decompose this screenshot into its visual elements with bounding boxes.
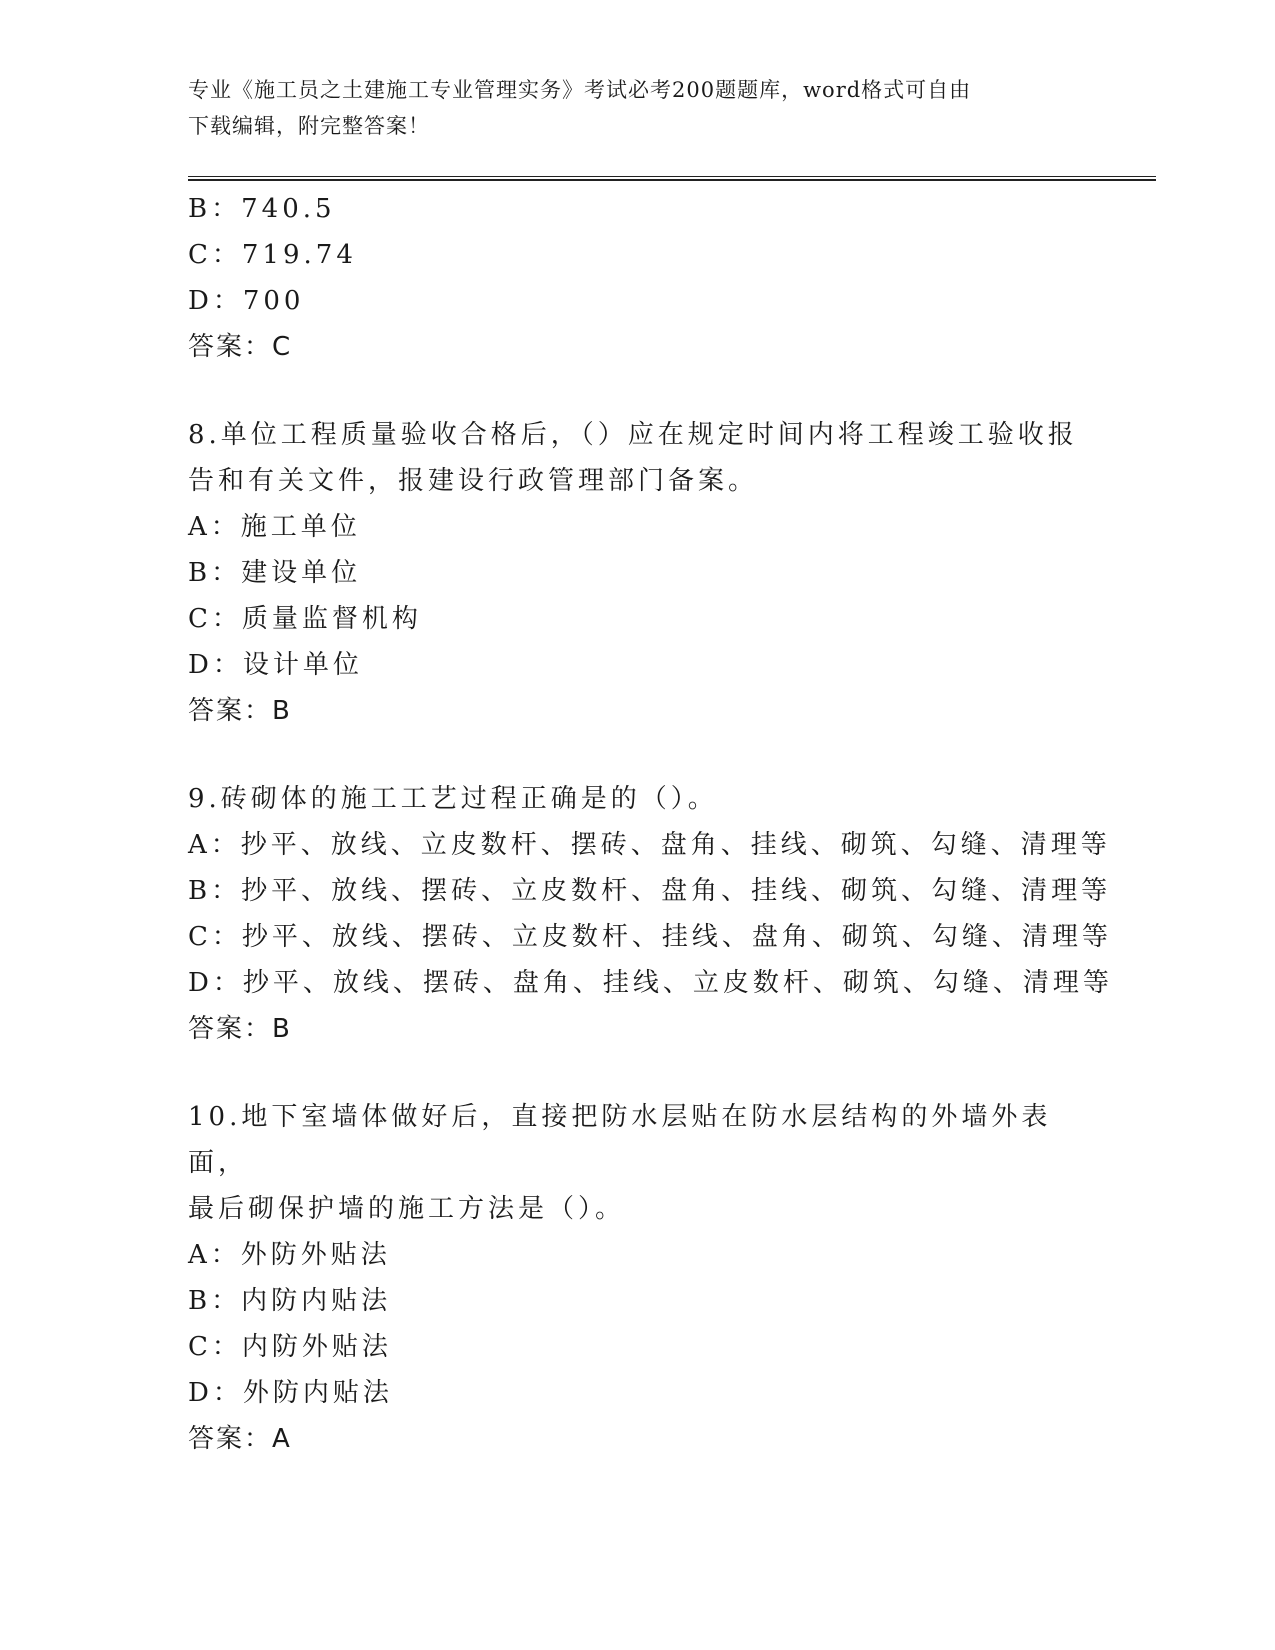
option-d: D：设计单位 <box>188 650 363 680</box>
question-8 <box>188 412 1088 734</box>
question-9 <box>188 776 1113 1052</box>
option-b: B：抄平、放线、摆砖、立皮数杆、盘角、挂线、砌筑、勾缝、清理等 <box>188 876 1112 906</box>
option-b: B：740.5 <box>188 194 336 224</box>
question-text: 8.单位工程质量验收合格后，（）应在规定时间内将工程竣工验收报 <box>188 420 1078 450</box>
answer: 答案：B <box>188 696 292 726</box>
header-line-2: 下载编辑，附完整答案！ <box>188 114 430 138</box>
question-list <box>188 186 1113 1462</box>
spacer <box>188 1052 1088 1094</box>
option-b: B：内防内贴法 <box>188 1286 392 1316</box>
option-d: D：外防内贴法 <box>188 1378 393 1408</box>
document-header <box>188 72 1088 144</box>
option-c: C：抄平、放线、摆砖、立皮数杆、挂线、盘角、砌筑、勾缝、清理等 <box>188 922 1112 952</box>
header-line-1: 专业《施工员之土建施工专业管理实务》考试必考200题题库，word格式可自由 <box>188 78 972 102</box>
answer: 答案：C <box>188 332 293 362</box>
question-text: 9.砖砌体的施工工艺过程正确是的（）。 <box>188 784 718 814</box>
spacer <box>188 370 1088 412</box>
option-a: A：外防外贴法 <box>188 1240 391 1270</box>
header-divider <box>188 176 1156 181</box>
option-c: C：内防外贴法 <box>188 1332 392 1362</box>
question-10 <box>188 1094 1088 1462</box>
question-7-tail <box>188 186 1088 370</box>
option-b: B：建设单位 <box>188 558 362 588</box>
answer: 答案：A <box>188 1424 292 1454</box>
question-text: 10.地下室墙体做好后，直接把防水层贴在防水层结构的外墙外表面， <box>188 1102 1052 1178</box>
option-d: D：抄平、放线、摆砖、盘角、挂线、立皮数杆、砌筑、勾缝、清理等 <box>188 968 1113 998</box>
option-c: C：719.74 <box>188 240 357 270</box>
option-c: C：质量监督机构 <box>188 604 422 634</box>
answer: 答案：B <box>188 1014 292 1044</box>
option-d: D：700 <box>188 286 305 316</box>
question-text: 告和有关文件，报建设行政管理部门备案。 <box>188 466 759 496</box>
option-a: A：施工单位 <box>188 512 361 542</box>
question-text: 最后砌保护墙的施工方法是（）。 <box>188 1194 626 1224</box>
option-a: A：抄平、放线、立皮数杆、摆砖、盘角、挂线、砌筑、勾缝、清理等 <box>188 830 1111 860</box>
spacer <box>188 734 1088 776</box>
